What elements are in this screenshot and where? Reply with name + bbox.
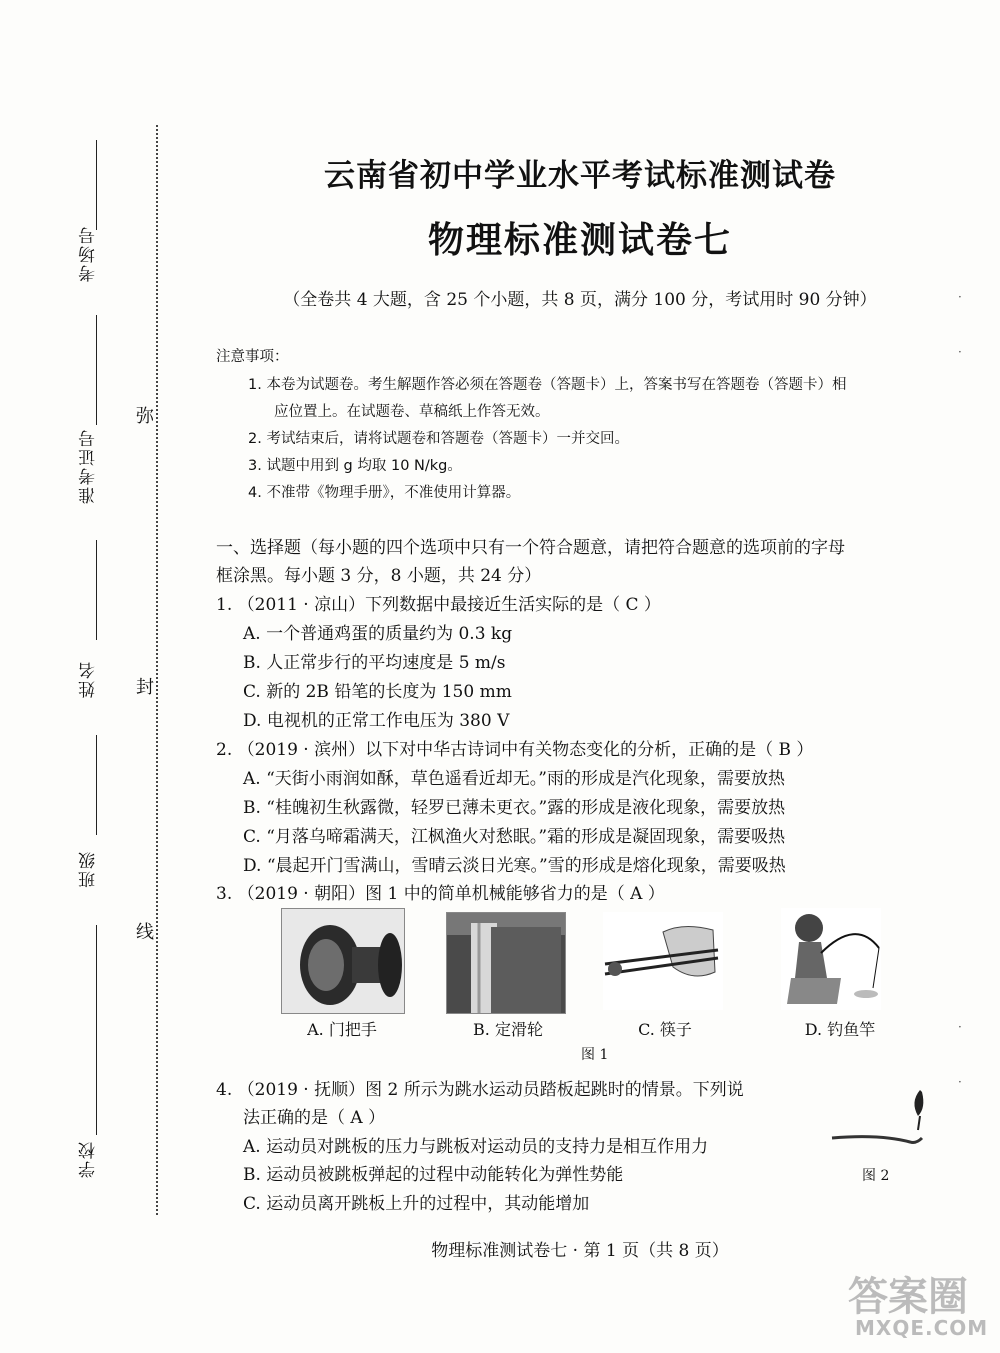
door-handle-icon <box>282 909 404 1013</box>
question-4-option: A. 运动员对跳板的压力与跳板对运动员的支持力是相互作用力 <box>243 1137 709 1157</box>
question-2-option: D. “晨起开门雪满山，雪晴云淡日光寒。”雪的形成是熔化现象，需要吸热 <box>243 856 786 876</box>
fishing-rod-icon <box>781 908 881 1010</box>
question-2-stem: 2. （2019 · 滨州）以下对中华古诗词中有关物态变化的分析，正确的是（ B ） <box>216 740 814 760</box>
diver-icon <box>830 1082 950 1152</box>
field-line-banji <box>96 735 97 835</box>
question-1-option: B. 人正常步行的平均速度是 5 m/s <box>243 653 506 673</box>
watermark-logo: 答案圈 <box>848 1274 968 1320</box>
fishing-rod-photo <box>781 908 881 1010</box>
pulley-icon <box>447 913 565 1013</box>
exam-paper-title: 物理标准测试卷七 <box>427 219 732 261</box>
question-1-stem: 1. （2011 · 凉山）下列数据中最接近生活实际的是（ C ） <box>216 595 661 615</box>
note-item: 1. 本卷为试题卷。考生解题作答必须在答题卷（答题卡）上，答案书写在答题卷（答题卡）相 <box>248 377 847 393</box>
question-1-option: A. 一个普通鸡蛋的质量约为 0.3 kg <box>243 624 513 644</box>
question-3-stem: 3. （2019 · 朝阳）图 1 中的简单机械能够省力的是（ A ） <box>216 884 665 904</box>
field-line-xuexiao <box>96 925 97 1135</box>
fixed-pulley-photo <box>446 912 566 1014</box>
figure1-caption-b: B. 定滑轮 <box>473 1020 543 1039</box>
field-label-zhunkaozheng: 准考证号 <box>79 428 99 504</box>
figure1-caption-a: A. 门把手 <box>307 1020 377 1039</box>
exam-series-title: 云南省初中学业水平考试标准测试卷 <box>324 158 836 194</box>
figure2-label: 图 2 <box>862 1168 890 1184</box>
note-item: 4. 不准带《物理手册》，不准使用计算器。 <box>248 485 521 501</box>
seal-mark-mi: 弥 <box>136 406 154 427</box>
question-1-option: D. 电视机的正常工作电压为 380 V <box>243 711 510 731</box>
note-item: 2. 考试结束后，请将试题卷和答题卷（答题卡）一并交回。 <box>248 431 629 447</box>
note-item: 应位置上。在试题卷、草稿纸上作答无效。 <box>274 404 550 420</box>
field-line-zhunkaozheng <box>96 315 97 425</box>
question-4-stem: 4. （2019 · 抚顺）图 2 所示为跳水运动员踏板起跳时的情景。下列说 <box>216 1080 744 1100</box>
seal-mark-xian: 线 <box>136 922 154 943</box>
field-label-xingming: 姓名 <box>79 660 99 698</box>
question-2-option: A. “天街小雨润如酥，草色遥看近却无。”雨的形成是汽化现象，需要放热 <box>243 769 785 789</box>
question-2-option: B. “桂魄初生秋露微，轻罗已薄未更衣。”露的形成是液化现象，需要放热 <box>243 798 786 818</box>
section-heading: 一、选择题（每小题的四个选项中只有一个符合题意，请把符合题意的选项前的字母 <box>216 538 845 558</box>
section-heading-cont: 框涂黑。每小题 3 分，8 小题，共 24 分） <box>216 566 542 586</box>
exam-info: （全卷共 4 大题，含 25 个小题，共 8 页，满分 100 分，考试用时 90 分钟） <box>283 290 877 310</box>
note-item: 3. 试题中用到 g 均取 10 N/kg。 <box>248 458 462 474</box>
figure1-label: 图 1 <box>581 1047 609 1063</box>
watermark-url: MXQE.COM <box>855 1316 989 1340</box>
margin-tick: · <box>958 1020 962 1034</box>
chopsticks-photo <box>603 912 723 1010</box>
question-4-stem-cont: 法正确的是（ A ） <box>243 1108 386 1128</box>
field-line-xingming <box>96 540 97 640</box>
margin-tick: · <box>958 290 962 304</box>
diver-figure <box>830 1082 950 1152</box>
question-2-option: C. “月落乌啼霜满天，江枫渔火对愁眠。”霜的形成是凝固现象，需要吸热 <box>243 827 786 847</box>
seal-mark-feng: 封 <box>136 677 154 698</box>
margin-tick: · <box>958 345 962 359</box>
figure1-caption-c: C. 筷子 <box>638 1020 692 1039</box>
field-label-kaochang: 考场号 <box>79 225 99 282</box>
field-label-banji: 班级 <box>79 850 99 888</box>
margin-tick: · <box>958 1075 962 1089</box>
page-footer: 物理标准测试卷七 · 第 1 页（共 8 页） <box>431 1241 729 1261</box>
chopsticks-icon <box>603 912 723 1010</box>
door-handle-photo <box>281 908 405 1014</box>
question-4-option: B. 运动员被跳板弹起的过程中动能转化为弹性势能 <box>243 1165 624 1185</box>
question-4-option: C. 运动员离开跳板上升的过程中，其动能增加 <box>243 1194 590 1214</box>
notes-heading: 注意事项： <box>216 349 289 365</box>
field-label-xuexiao: 学校 <box>79 1140 99 1178</box>
figure1-caption-d: D. 钓鱼竿 <box>804 1020 876 1039</box>
question-1-option: C. 新的 2B 铅笔的长度为 150 mm <box>243 682 512 702</box>
